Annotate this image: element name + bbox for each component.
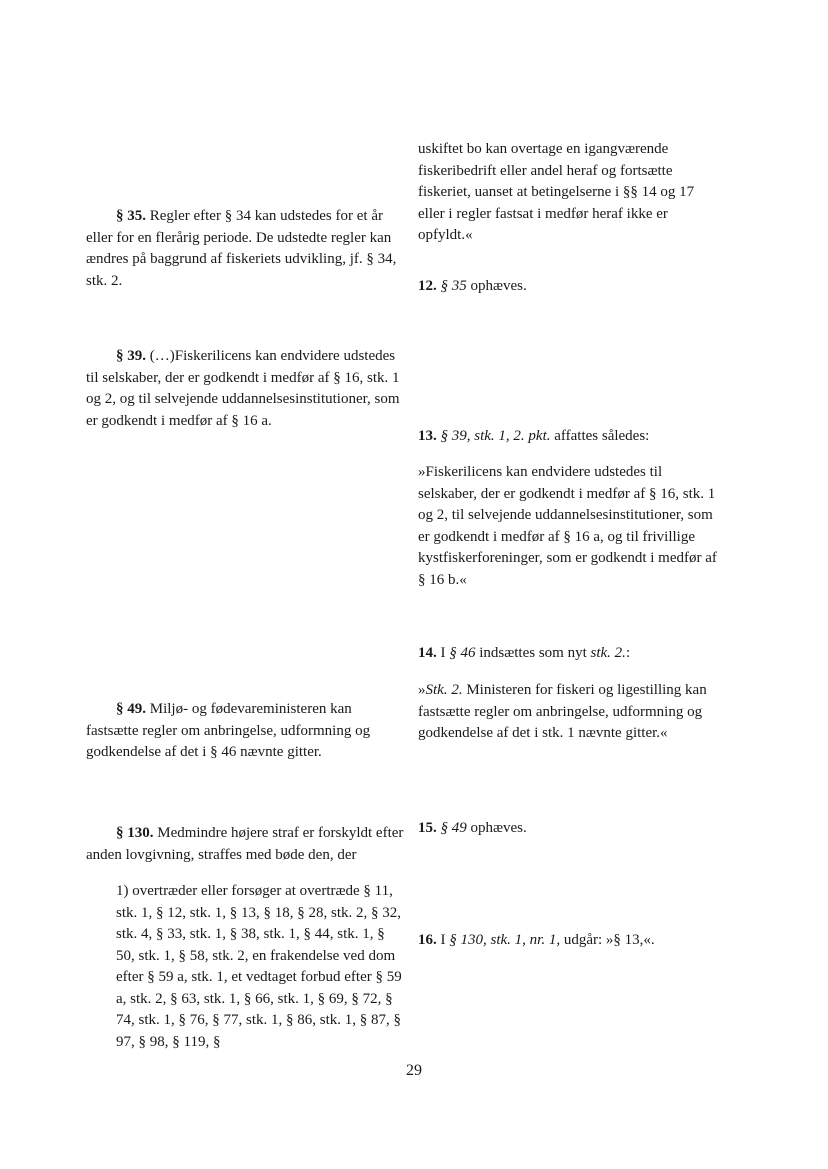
amendment-14-number: 14. <box>418 645 437 661</box>
amendment-16-text: udgår: »§ 13,«. <box>560 932 655 948</box>
section-39-label: § 39. <box>116 348 146 364</box>
page-number: 29 <box>406 1062 422 1079</box>
amendment-13-text: affattes således: <box>550 428 650 444</box>
amendment-12-number: 12. <box>418 278 437 294</box>
amendment-13 <box>418 426 722 448</box>
section-49-text: Miljø- og fødevareministeren kan fastsætte regler om anbringelse, udformning og godkendelse af det i § 46 nævnte gitter. <box>86 701 371 760</box>
amendment-14-post: : <box>625 645 631 661</box>
section-130-item-1: 1) overtræder eller forsøger at overtræde § 11, stk. 1, § 12, stk. 1, § 13, § 18, § 28, stk. 2, § 32, stk. 4, § 33, stk. 1, § 38, stk. 1, § 44, stk. 1, § 50, stk. 1, § 58, stk. 2, en frakendelse ved dom efter § 59 a, stk. 1, et vedtaget forbud efter § 59 a, stk. 2, § 63, stk. 1, § 66, stk. 1, § 69, § 72, § 74, stk. 1, § 76, § 77, stk. 1, § 86, stk. 1, § 87, § 97, § 98, § 119, § <box>116 883 402 1050</box>
amendment-13-ref: § 39, stk. 1, 2. pkt. <box>440 428 551 444</box>
amendment-16-ref: § 130, stk. 1, nr. 1, <box>449 932 561 948</box>
amendment-14-quote-text: Ministeren for fiskeri og ligestilling kan fastsætte regler om anbringelse, udformning og godkendelse af det i stk. 1 nævnte gitter.« <box>418 682 707 741</box>
amendment-14-pre: I <box>436 645 450 661</box>
amendment-15-ref: § 49 <box>440 820 467 836</box>
amendment-12-text: ophæves. <box>466 278 527 294</box>
amendment-15 <box>418 818 722 840</box>
continued-text: uskiftet bo kan overtage en igangværende fiskeribedrift eller andel heraf og fortsætte fiskeriet, uanset at betingelserne i §§ 14 og 17 eller i regler fastsat i medfør heraf ikke er opfyldt.« <box>418 141 695 243</box>
section-130-text: Medmindre højere straf er forskyldt efter anden lovgivning, straffes med bøde den, der <box>86 825 404 863</box>
section-39-text: (…)Fiskerilicens kan endvidere udstedes til selskaber, der er godkendt i medfør af § 16, stk. 1 og 2, og til selvejende uddannelsesinstitutioner, som er godkendt i medfør af § 16 a. <box>86 348 400 429</box>
amendment-14-quote <box>418 680 722 745</box>
amendment-15-text: ophæves. <box>466 820 527 836</box>
amendment-12 <box>418 276 722 298</box>
amendment-16 <box>418 930 722 952</box>
section-39 <box>86 346 404 432</box>
amendment-14-ref2: stk. 2. <box>590 645 626 661</box>
section-35-text: Regler efter § 34 kan udstedes for et år eller for en flerårig periode. De udstedte regler kan ændres på baggrund af fiskeriets udvikling, jf. § 34, stk. 2. <box>86 208 397 289</box>
amendment-14 <box>418 643 722 665</box>
amendment-14-quote-open: » <box>418 682 426 698</box>
amendment-13-number: 13. <box>418 428 437 444</box>
amendment-14-mid: indsættes som nyt <box>475 645 591 661</box>
amendment-12-ref: § 35 <box>440 278 467 294</box>
section-49-label: § 49. <box>116 701 146 717</box>
amendment-16-pre: I <box>436 932 450 948</box>
amendment-14-ref: § 46 <box>449 645 476 661</box>
amendment-13-quote: »Fiskerilicens kan endvidere udstedes til selskaber, der er godkendt i medfør af § 16, stk. 1 og 2, til selvejende uddannelsesinstitutioner, som er godkendt i medfør af § 16 a, og til frivillige kystfiskerforeninger, som er godkendt i medfør af § 16 b.« <box>418 464 717 588</box>
section-130-label: § 130. <box>116 825 154 841</box>
section-49 <box>86 699 404 764</box>
amendment-15-number: 15. <box>418 820 437 836</box>
section-130 <box>86 823 404 866</box>
amendment-14-quote-stk: Stk. 2. <box>425 682 463 698</box>
section-35 <box>86 206 404 292</box>
amendment-16-number: 16. <box>418 932 437 948</box>
section-35-label: § 35. <box>116 208 146 224</box>
